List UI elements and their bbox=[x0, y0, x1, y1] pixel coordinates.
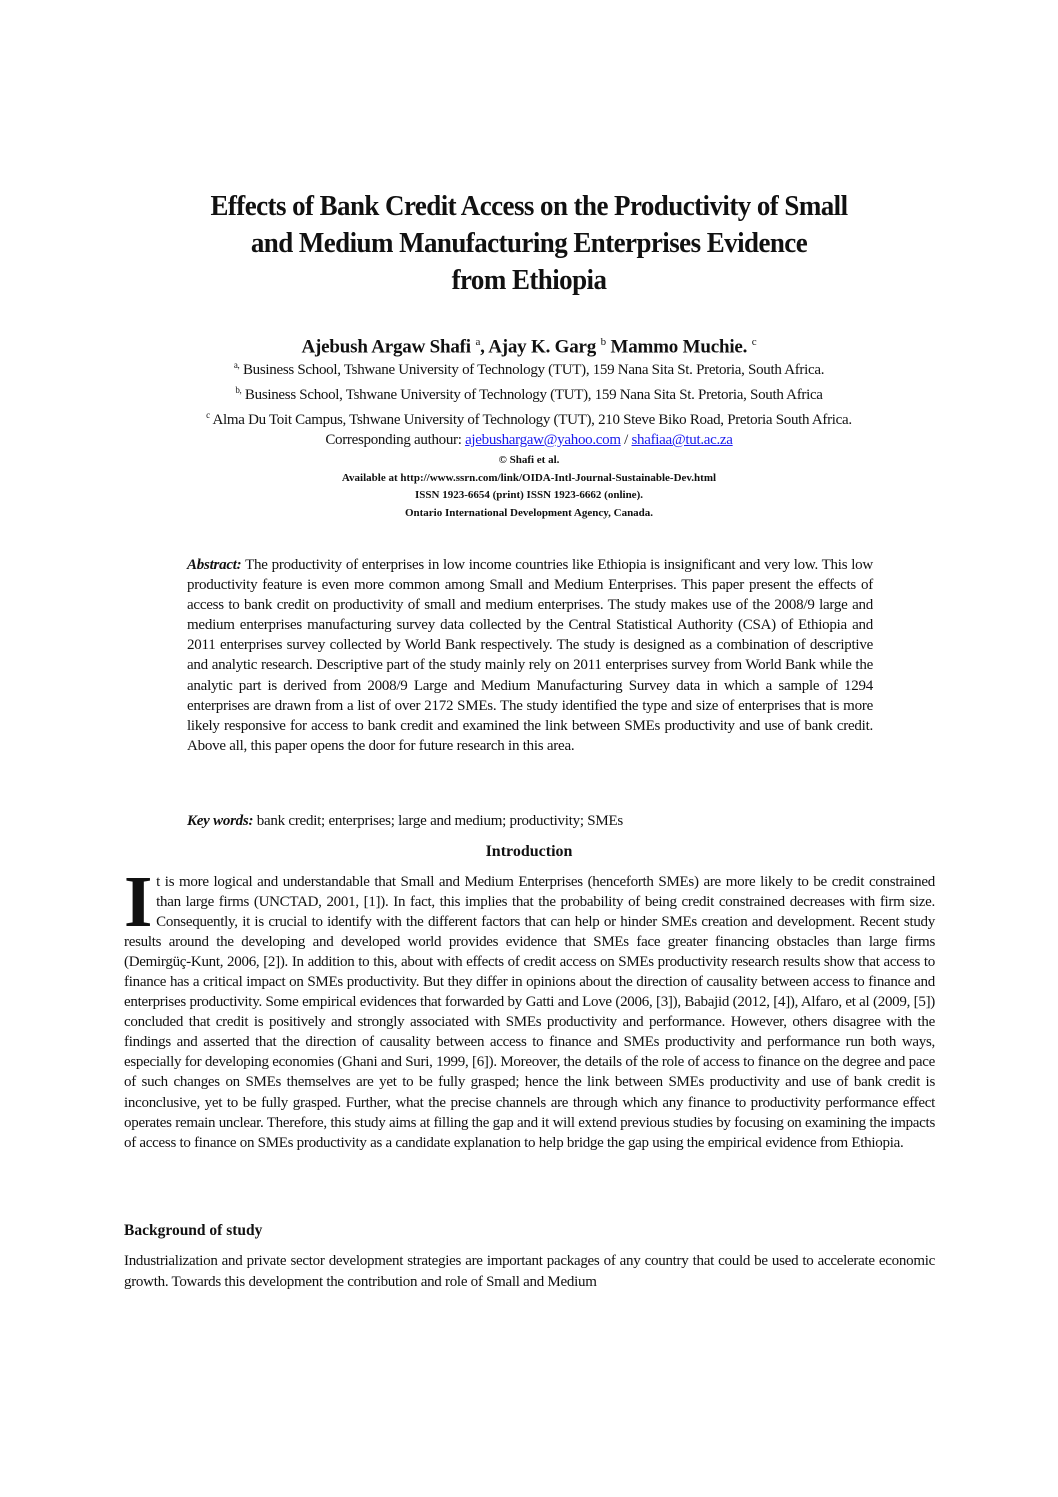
issn-line: ISSN 1923-6654 (print) ISSN 1923-6662 (online). bbox=[415, 489, 643, 501]
corresponding-author bbox=[0, 430, 1058, 450]
copyright-line: © Shafi et al. bbox=[498, 454, 560, 466]
abstract-text: The productivity of enterprises in low income countries like Ethiopia is insignificant and very low. This low productivity feature is even more common among Small and Medium Enterprises. This paper present the effects of access to bank credit on productivity of small and medium enterprises. The study makes use of the 2008/9 large and medium enterprises manufacturing survey data collected by the Central Statistical Authority (CSA) of Ethiopia and 2011 enterprises survey collected by World Bank respectively. The study is designed as a combination of descriptive and analytic research. Descriptive part of the study mainly rely on 2011 enterprises survey from World Bank while the analytic part is derived from 2008/9 Large and Medium Manufacturing Survey data in which a sample of 1294 enterprises are drawn from a list of over 2172 SMEs. The study identified the type and size of enterprises that is more likely responsive for access to bank credit and examined the link between SMEs productivity and use of bank credit. Above all, this paper opens the door for future research in this area. bbox=[187, 557, 873, 754]
availability-line: Available at http://www.ssrn.com/link/OIDA-Intl-Journal-Sustainable-Dev.html bbox=[341, 471, 717, 484]
corresponding-label: Corresponding authour: bbox=[325, 432, 466, 448]
introduction-paragraph bbox=[124, 861, 935, 1153]
affiliation-mark: a, bbox=[233, 360, 240, 370]
keywords-text: bank credit; enterprises; large and medium; productivity; SMEs bbox=[253, 813, 623, 829]
title-line: Effects of Bank Credit Access on the Productivity of Small bbox=[210, 190, 848, 222]
section-heading-background: Background of study bbox=[124, 1222, 263, 1239]
affiliation-text: Business School, Tshwane University of Technology (TUT), 159 Nana Sita St. Pretoria, South Africa bbox=[241, 387, 823, 403]
introduction-text: t is more logical and understandable that Small and Medium Enterprises (henceforth SMEs) are more likely to be credit constrained than large firms (UNCTAD, 2001, [1]). In fact, this implies that the probability of being credit constrained decreases with firm size. Consequently, it is crucial to identify with the different factors that can help or hinder SMEs creation and development. Recent study results around the developing and developed world provides evidence that SMEs face greater financing obstacles than large firms (Demirgüç-Kunt, 2006, [2]). In addition to this, about with effects of credit access on SMEs productivity research results show that access to finance has a critical impact on SMEs productivity. But they differ in opinions about the direction of causality between access to finance and enterprises productivity. Some empirical evidences that forwarded by Gatti and Love (2006, [3]), Babajid (2012, [4]), Alfaro, et al (2009, [5]) concluded that credit is positively and strongly associated with SMEs productivity and performance. However, others disagree with the findings and asserted that the direction of causality between access to finance and SMEs productivity and performance run both ways, especially for developing economies (Ghani and Suri, 1999, [6]). Moreover, the details of the role of access to finance on the degree and pace of such changes on SMEs themselves are yet to be fully grasped; hence the link between SMEs productivity and use of bank credit is inconclusive, yet to be fully grasped. Further, what the precise channels are through which any finance to productivity performance effect operates remain unclear. Therefore, this study aims at filling the gap and it will extend previous studies by focusing on examining the impacts of access to finance on SMEs productivity as a candidate explanation to help bridge the gap using the empirical evidence from Ethiopia. bbox=[124, 874, 935, 1151]
affiliation-text: Alma Du Toit Campus, Tshwane University of Technology (TUT), 210 Steve Biko Road, Pretoria South Africa. bbox=[209, 412, 852, 428]
author-name: Mammo Muchie. bbox=[605, 336, 748, 358]
title-line: from Ethiopia bbox=[451, 264, 607, 296]
title-line: and Medium Manufacturing Enterprises Evidence bbox=[250, 227, 808, 259]
email-link[interactable]: shafiaa@tut.ac.za bbox=[631, 432, 733, 448]
paper-title bbox=[130, 188, 928, 299]
author-affiliation-mark: b bbox=[600, 336, 606, 348]
affiliation-line bbox=[0, 355, 1058, 380]
email-link[interactable]: ajebushargaw@yahoo.com bbox=[465, 432, 621, 448]
affiliation-mark: b, bbox=[235, 385, 242, 395]
email-separator: / bbox=[620, 432, 632, 448]
author-affiliation-mark: a bbox=[475, 336, 481, 348]
keywords bbox=[187, 811, 873, 831]
affiliation-mark: c bbox=[206, 410, 210, 420]
abstract-label: Abstract: bbox=[187, 557, 242, 573]
drop-cap: I bbox=[124, 861, 153, 942]
author-name: Ajay K. Garg bbox=[488, 336, 597, 358]
author-name: Ajebush Argaw Shafi bbox=[301, 336, 471, 358]
keywords-label: Key words: bbox=[187, 813, 254, 829]
affiliation-line bbox=[0, 380, 1058, 405]
affiliation-line bbox=[0, 405, 1058, 430]
section-heading-introduction: Introduction bbox=[485, 843, 573, 860]
publication-info bbox=[0, 452, 1058, 522]
abstract bbox=[187, 555, 873, 756]
affiliations bbox=[0, 355, 1058, 450]
affiliation-text: Business School, Tshwane University of Technology (TUT), 159 Nana Sita St. Pretoria, South Africa. bbox=[239, 362, 825, 378]
author-affiliation-mark: c bbox=[751, 336, 757, 348]
author-separator: , bbox=[480, 336, 489, 358]
background-paragraph: Industrialization and private sector development strategies are important packages of any country that could be used to accelerate economic growth. Towards this development the contribution and role of Small and Medium bbox=[124, 1253, 935, 1290]
publisher-line: Ontario International Development Agency, Canada. bbox=[404, 506, 654, 519]
